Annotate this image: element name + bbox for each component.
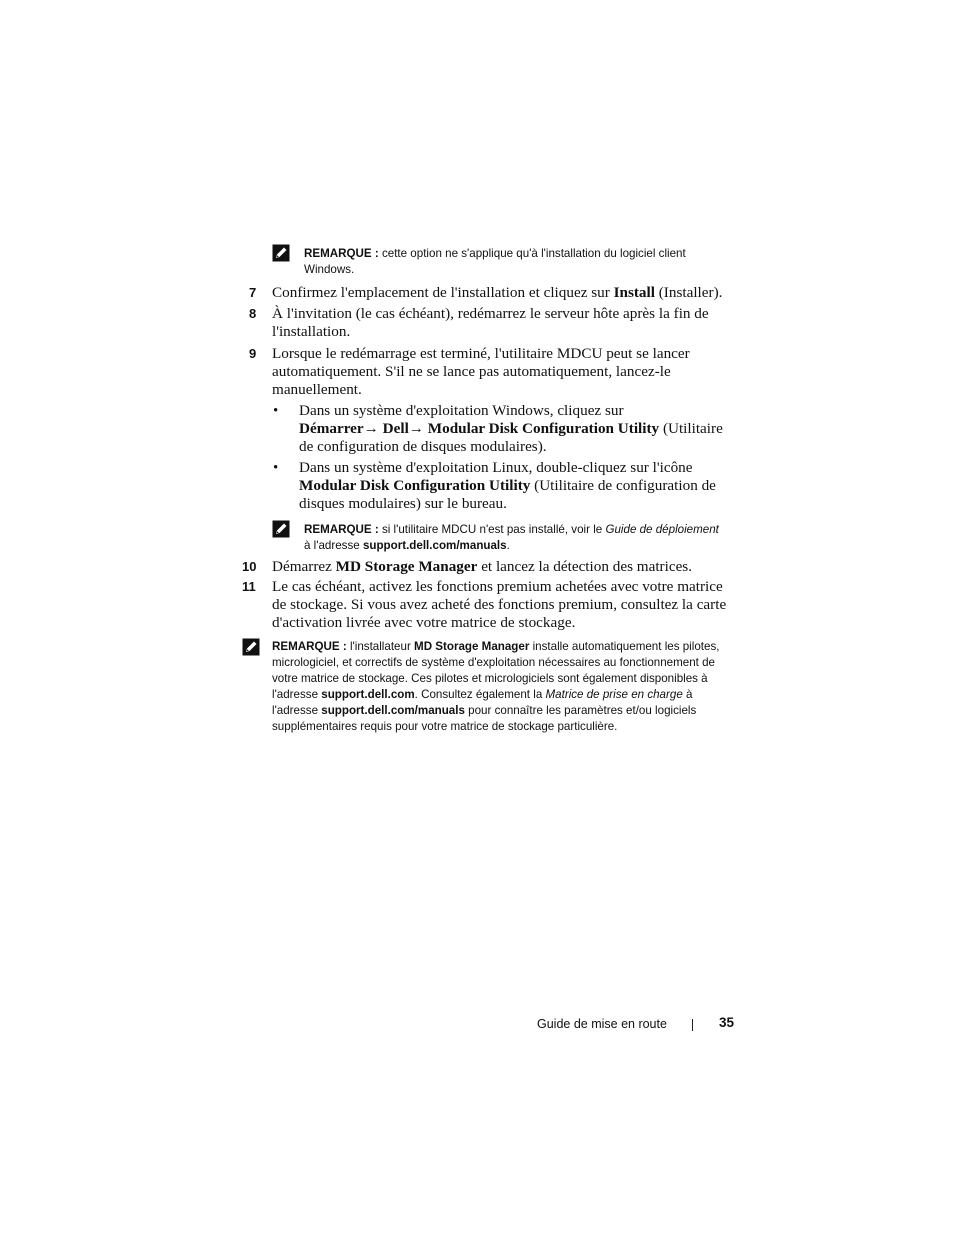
note-label: REMARQUE : (272, 640, 347, 653)
manuals-link[interactable]: support.dell.com/manuals (362, 539, 507, 552)
note-label: REMARQUE : (304, 247, 379, 260)
footer-guide-title: Guide de mise en route (537, 1017, 667, 1031)
step-number: 11 (242, 579, 256, 594)
support-link[interactable]: support.dell.com (321, 688, 415, 701)
step-9-text: Lorsque le redémarrage est terminé, l'utilitaire MDCU peut se lancer automatiquement. S'il ne se lance pas automatiquement, lancez-le manuellement. (272, 345, 690, 398)
arrow-icon: → (363, 420, 379, 437)
md-storage-manager-term: MD Storage Manager (335, 558, 478, 575)
note-pencil-icon (272, 244, 290, 262)
footer-separator (692, 1019, 693, 1031)
bullet-linux-text: Dans un système d'exploitation Linux, double-cliquez sur l'icône Modular Disk Configuration Utility (Utilitaire de configuration de disques modulaires) sur le bureau. (299, 459, 716, 512)
note-remarque-installer: REMARQUE : l'installateur MD Storage Manager installe automatiquement les pilotes, micrologiciel, et correctifs de système d'exploitation nécessaires au fonctionnement de votre matrice de stockage. Ces pilotes et micrologiciels sont également disponibles à l'adresse support.dell.com. Consultez également la Matrice de prise en charge à l'adresse support.dell.com/manuals pour connaître les paramètres et/ou logiciels supplémentaires requis pour votre matrice de stockage particulière. (272, 640, 720, 733)
note-text: cette option ne s'applique qu'à l'installation du logiciel client Windows. (304, 247, 686, 276)
support-matrix-title: Matrice de prise en charge (545, 688, 683, 701)
bullet-windows-text: Dans un système d'exploitation Windows, cliquez sur Démarrer→ Dell→ Modular Disk Configuration Utility (Utilitaire de configuration de disques modulaires). (299, 402, 723, 455)
page-number: 35 (719, 1015, 735, 1030)
note-remarque-windows (304, 246, 724, 278)
note-pencil-icon (272, 520, 290, 538)
guide-title: Guide de déploiement (605, 523, 719, 536)
bullet: • (273, 403, 279, 419)
menu-dell: Dell (378, 420, 409, 437)
step-number: 8 (249, 306, 257, 321)
menu-mdcu: Modular Disk Configuration Utility (423, 420, 660, 437)
step-number: 9 (249, 346, 257, 361)
note-remarque-mdcu: REMARQUE : si l'utilitaire MDCU n'est pas installé, voir le Guide de déploiement à l'adresse support.dell.com/manuals. (304, 523, 719, 552)
step-7-text: Confirmez l'emplacement de l'installation et cliquez sur Install (Installer). (272, 284, 723, 301)
install-term: Install (613, 284, 655, 301)
md-storage-manager-term: MD Storage Manager (414, 640, 530, 653)
manuals-link[interactable]: support.dell.com/manuals (321, 704, 465, 717)
step-11-text: Le cas échéant, activez les fonctions premium achetées avec votre matrice de stockage. Si vous avez acheté des fonctions premium, consultez la carte d'activation livrée avec votre matrice de stockage. (272, 578, 727, 631)
bullet: • (273, 460, 279, 476)
step-10-text: Démarrez MD Storage Manager et lancez la détection des matrices. (272, 558, 693, 575)
note-pencil-icon (242, 638, 260, 656)
note-label: REMARQUE : (304, 523, 379, 536)
step-8-text: À l'invitation (le cas échéant), redémarrez le serveur hôte après la fin de l'installation. (272, 305, 709, 340)
menu-demarrer: Démarrer (299, 420, 364, 437)
step-number: 10 (242, 559, 257, 574)
step-number: 7 (249, 285, 257, 300)
mdcu-icon-name: Modular Disk Configuration Utility (299, 477, 531, 494)
arrow-icon: → (408, 420, 424, 437)
